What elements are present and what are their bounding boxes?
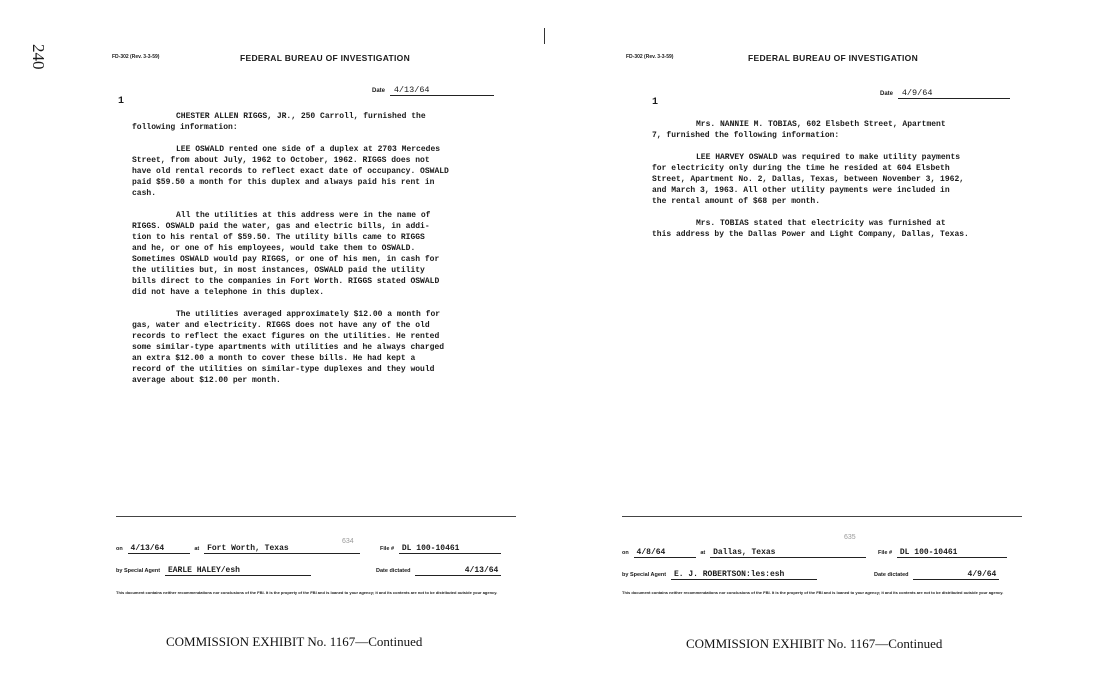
interview-date-row [116, 544, 360, 554]
report-line: some similar-type apartments with utilities and he always charged [132, 343, 445, 352]
report-paragraph [132, 309, 522, 386]
report-line: Street, from about July, 1962 to October, 1962. RIGGS does not [132, 156, 430, 165]
interview-date: 4/8/64 [634, 548, 696, 558]
file-label: File # [878, 550, 893, 556]
report-paragraph [652, 218, 1042, 240]
dictated-date: 4/13/64 [415, 566, 501, 576]
agent-label: by Special Agent [622, 572, 667, 578]
report-paragraph [132, 144, 522, 199]
report-paragraph [132, 210, 522, 298]
dictated-row [376, 566, 501, 576]
report-paragraph [652, 152, 1042, 207]
report-line: the rental amount of $68 per month. [652, 197, 821, 206]
report-line: RIGGS. OSWALD paid the water, gas and electric bills, in addi- [132, 222, 430, 231]
dictated-label: Date dictated [376, 568, 411, 574]
exhibit-caption-left: COMMISSION EXHIBIT No. 1167—Continued [166, 634, 423, 649]
page-number: 240 [29, 44, 48, 70]
report-line: and he, or one of his employees, would take them to OSWALD. [132, 244, 416, 253]
report-line: Mrs. NANNIE M. TOBIAS, 602 Elsbeth Street, Apartment [696, 120, 946, 129]
footer-rule [116, 516, 516, 517]
report-line: did not have a telephone in this duplex. [132, 288, 325, 297]
report-line: The utilities averaged approximately $12.00 a month for [176, 310, 441, 319]
file-number-row [380, 544, 501, 554]
report-line: cash. [132, 189, 157, 198]
page-marker: 1 [652, 97, 659, 108]
date-value: 4/13/64 [390, 85, 494, 96]
report-line: for electricity only during the time he resided at 604 Elsbeth [652, 164, 950, 173]
interview-date-row [622, 548, 866, 558]
fbi-disclaimer: This document contains neither recommendations nor conclusions of the FBI. It is the property of the FBI and is loaned to your agency; it and its contents are not to be distributed outside your agency. [116, 590, 498, 595]
report-line: Street, Apartment No. 2, Dallas, Texas, between November 3, 1962, [652, 175, 965, 184]
dictated-row [874, 570, 999, 580]
dictated-date: 4/9/64 [913, 570, 999, 580]
dictated-label: Date dictated [874, 572, 909, 578]
interview-date: 4/13/64 [128, 544, 190, 554]
interview-location: Fort Worth, Texas [204, 544, 360, 554]
date-label: Date [880, 91, 894, 97]
report-line: bills direct to the companies in Fort Worth. RIGGS stated OSWALD [132, 277, 440, 286]
agent-row [116, 566, 311, 576]
serial-stamp: 634 [342, 538, 354, 545]
form-id: FD-302 (Rev. 3-3-59) [112, 54, 160, 60]
file-number: DL 100-10461 [897, 548, 1007, 558]
report-line: and March 3, 1963. All other utility payments were included in [652, 186, 950, 195]
report-line: LEE HARVEY OSWALD was required to make utility payments [696, 153, 961, 162]
serial-stamp: 635 [844, 534, 856, 541]
at-label: at [700, 550, 706, 556]
agent-row [622, 570, 817, 580]
agent-name: EARLE HALEY/esh [165, 566, 311, 576]
form-id: FD-302 (Rev. 3-3-59) [626, 54, 674, 60]
report-line: All the utilities at this address were in the name of [176, 211, 431, 220]
report-line: the utilities but, in most instances, OSWALD paid the utility [132, 266, 425, 275]
report-line: following information: [132, 123, 238, 132]
report-line: 7, furnished the following information: [652, 131, 840, 140]
page-marker: 1 [118, 96, 125, 107]
date-value: 4/9/64 [898, 88, 1010, 99]
exhibit-caption-right: COMMISSION EXHIBIT No. 1167—Continued [686, 636, 943, 651]
bureau-header: FEDERAL BUREAU OF INVESTIGATION [240, 53, 411, 63]
report-paragraph [132, 111, 522, 133]
file-number: DL 100-10461 [399, 544, 501, 554]
agent-label: by Special Agent [116, 568, 161, 574]
file-label: File # [380, 546, 395, 552]
fbi-report-left [112, 0, 572, 691]
agent-name: E. J. ROBERTSON:les:esh [671, 570, 817, 580]
report-line: an extra $12.00 a month to cover these bills. He had kept a [132, 354, 416, 363]
report-line: Mrs. TOBIAS stated that electricity was furnished at [696, 219, 946, 228]
report-body [132, 111, 522, 397]
report-paragraph [652, 119, 1042, 141]
file-number-row [878, 548, 1007, 558]
report-line: this address by the Dallas Power and Light Company, Dallas, Texas. [652, 230, 969, 239]
report-body [652, 119, 1042, 251]
report-line: LEE OSWALD rented one side of a duplex at 2703 Mercedes [176, 145, 441, 154]
fbi-report-right [618, 0, 1078, 691]
report-line: CHESTER ALLEN RIGGS, JR., 250 Carroll, furnished the [176, 112, 426, 121]
on-label: on [116, 546, 123, 552]
report-line: Sometimes OSWALD would pay RIGGS, or one of his men, in cash for [132, 255, 440, 264]
fbi-disclaimer: This document contains neither recommendations nor conclusions of the FBI. It is the property of the FBI and is loaned to your agency; it and its contents are not to be distributed outside your agency. [622, 590, 1004, 595]
bureau-header: FEDERAL BUREAU OF INVESTIGATION [748, 53, 919, 63]
report-line: gas, water and electricity. RIGGS does not have any of the old [132, 321, 430, 330]
at-label: at [194, 546, 200, 552]
report-line: average about $12.00 per month. [132, 376, 281, 385]
report-date [372, 85, 494, 96]
interview-location: Dallas, Texas [710, 548, 866, 558]
report-date [880, 88, 1010, 99]
report-line: record of the utilities on similar-type duplexes and they would [132, 365, 435, 374]
footer-rule [622, 516, 1022, 517]
date-label: Date [372, 88, 386, 94]
report-line: paid $59.50 a month for this duplex and always paid his rent in [132, 178, 435, 187]
report-line: tion to his rental of $59.50. The utility bills came to RIGGS [132, 233, 425, 242]
on-label: on [622, 550, 629, 556]
report-line: have old rental records to reflect exact date of occupancy. OSWALD [132, 167, 449, 176]
report-line: records to reflect the exact figures on the utilities. He rented [132, 332, 440, 341]
